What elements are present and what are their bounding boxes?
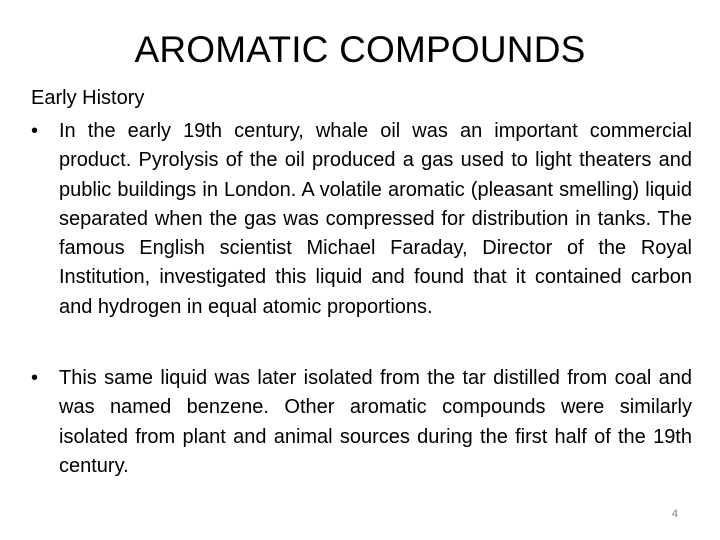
bullet-icon: • — [31, 367, 39, 390]
slide-title: AROMATIC COMPOUNDS — [134, 29, 586, 70]
bullet-item-1 — [31, 117, 692, 322]
bullet-icon: • — [31, 120, 39, 142]
bullet-text-1: In the early 19th century, whale oil was an important commercial product. Pyrolysis of the oil produced a gas used to light theaters and public buildings in London. A volatile aromatic (pleasant smelling) liquid separated when the gas was compressed for distribution in tanks. The famous English scientist Michael Faraday, Director of the Royal Institution, investigated this liquid and found that it contained carbon and hydrogen in equal atomic proportions. — [59, 120, 692, 318]
page-number: 4 — [671, 508, 678, 520]
bullet-item-2 — [31, 364, 692, 481]
bullet-text-2: This same liquid was later isolated from the tar distilled from coal and was named benzene. Other aromatic compounds were similarly isolated from plant and animal sources during the first half of the 19th century. — [59, 367, 692, 477]
slide-subtitle: Early History — [31, 87, 145, 109]
bullet-list — [31, 117, 692, 481]
